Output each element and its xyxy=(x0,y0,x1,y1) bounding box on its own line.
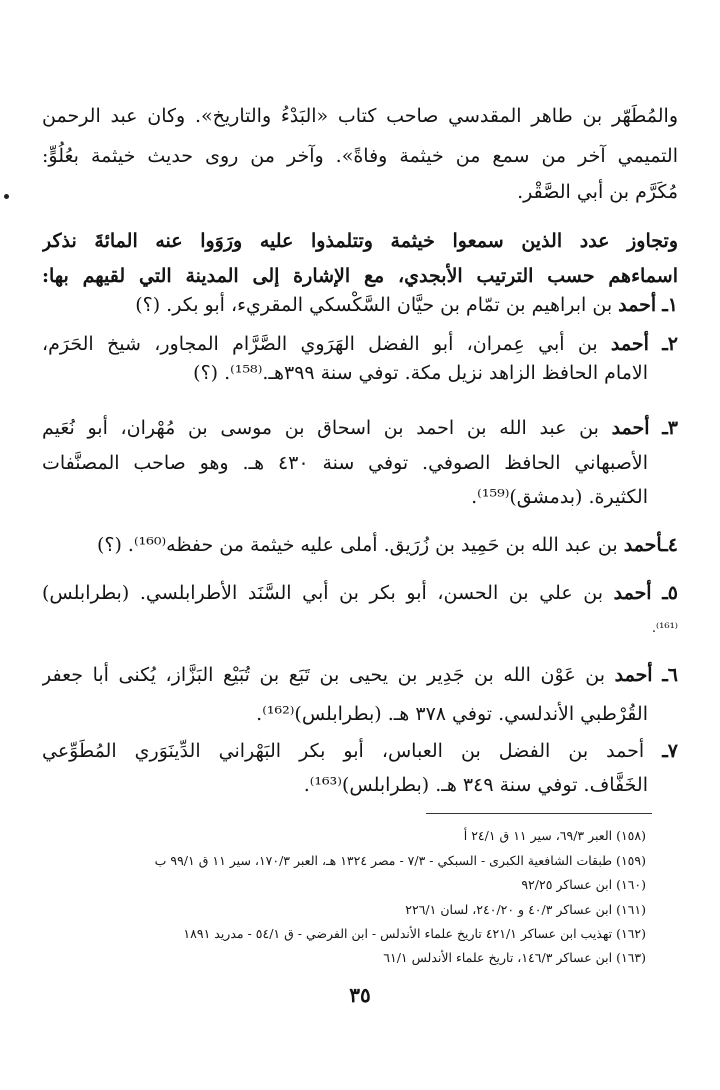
intro-line-3: مُكَرَّم بن أبي الصَّقْر. xyxy=(517,181,678,203)
entry-2: ٢ـ أحمد بن أبي عِمران، أبو الفضل الهَرَوي الصَّرَّام المجاور، شيخ الحَرَم، xyxy=(42,333,678,355)
entry-5-continuation: ⁽¹⁶¹⁾. xyxy=(651,621,678,636)
entry-6-continuation: القُرْطبي الأندلسي. توفي ٣٧٨ هـ. (بطرابلس)⁽¹⁶²⁾. xyxy=(256,703,648,725)
entry-4: ٤ـأحمد بن عبد الله بن حَمِيد بن زُرَيق. أملى عليه خيثمة من حفظه⁽¹⁶⁰⁾. (؟) xyxy=(96,534,678,556)
footnote-158: (١٥٨) العبر ٦٩/٣، سير ١١ ق ٢٤/١ أ xyxy=(463,828,646,843)
paragraph-line-2: اسماءهم حسب الترتيب الأبجدي، مع الإشارة إلى المدينة التي لقيهم بها: xyxy=(42,265,678,287)
entry-3-continuation: الأصبهاني الحافظ الصوفي. توفي سنة ٤٣٠ هـ. وهو صاحب المصنَّفات xyxy=(42,452,648,474)
footnote-160: (١٦٠) ابن عساكر ٩٢/٢٥ xyxy=(521,877,646,892)
intro-line-2: التميمي آخر من سمع من خيثمة وفاةً». وآخر من روى حديث خيثمة بعُلُوٍّ: xyxy=(42,145,678,167)
entry-1: ١ـ أحمد بن ابراهيم بن تمّام بن حيَّان السَّكْسكي المقريء، أبو بكر. (؟) xyxy=(135,294,678,316)
entry-5: ٥ـ أحمد بن علي بن الحسن، أبو بكر بن أبي السَّنَد الأطرابلسي. (بطرابلس) xyxy=(42,582,678,604)
entry-3: ٣ـ أحمد بن عبد الله بن احمد بن اسحاق بن موسى بن مُهْران، أبو نُعَيم xyxy=(42,417,678,439)
entry-7: ٧ـ أحمد بن الفضل بن العباس، أبو بكر البَهْراني الدِّينَوَري المُطَوِّعي xyxy=(42,740,678,762)
page-number: ٣٥ xyxy=(349,983,371,1007)
entry-7-continuation: الخَفَّاف. توفي سنة ٣٤٩ هـ. (بطرابلس)⁽¹⁶³⁾. xyxy=(303,774,648,796)
footnote-159: (١٥٩) طبقات الشافعية الكبرى - السبكي - ٧/٣ - مصر ١٣٢٤ هـ، العبر ١٧٠/٣، سير ١١ ق ٩٩/١ ب xyxy=(154,853,646,868)
footnote-divider xyxy=(426,813,652,814)
footnote-161: (١٦١) ابن عساكر ٤٠/٣ و ٢٤٠/٢٠، لسان ٢٢٦/١ xyxy=(405,902,646,917)
paragraph-line-1: وتجاوز عدد الذين سمعوا خيثمة وتتلمذوا عليه ورَوَوا عنه المائةَ نذكر xyxy=(42,230,678,252)
entry-3-continuation-2: الكثيرة. (بدمشق)⁽¹⁵⁹⁾. xyxy=(471,486,648,508)
margin-dot xyxy=(4,194,9,199)
footnote-162: (١٦٢) تهذيب ابن عساكر ٤٢١/١ تاريخ علماء الأندلس - ابن الفرضي - ق ٥٤/١ - مدريد ١٨٩١ xyxy=(183,926,646,941)
intro-line-1: والمُطَهّر بن طاهر المقدسي صاحب كتاب «البَدْءُ والتاريخ». وكان عبد الرحمن xyxy=(42,105,678,127)
entry-2-continuation: الامام الحافظ الزاهد نزيل مكة. توفي سنة ٣٩٩هـ.⁽¹⁵⁸⁾. (؟) xyxy=(193,362,648,384)
footnote-163: (١٦٣) ابن عساكر ١٤٦/٣، تاريخ علماء الأندلس ٦١/١ xyxy=(383,950,646,965)
entry-6: ٦ـ أحمد بن عَوْن الله بن جَدِير بن يحيى بن تَبَع بن تُبَيْع البَزَّاز، يُكنى أبا جعفر xyxy=(42,664,678,686)
